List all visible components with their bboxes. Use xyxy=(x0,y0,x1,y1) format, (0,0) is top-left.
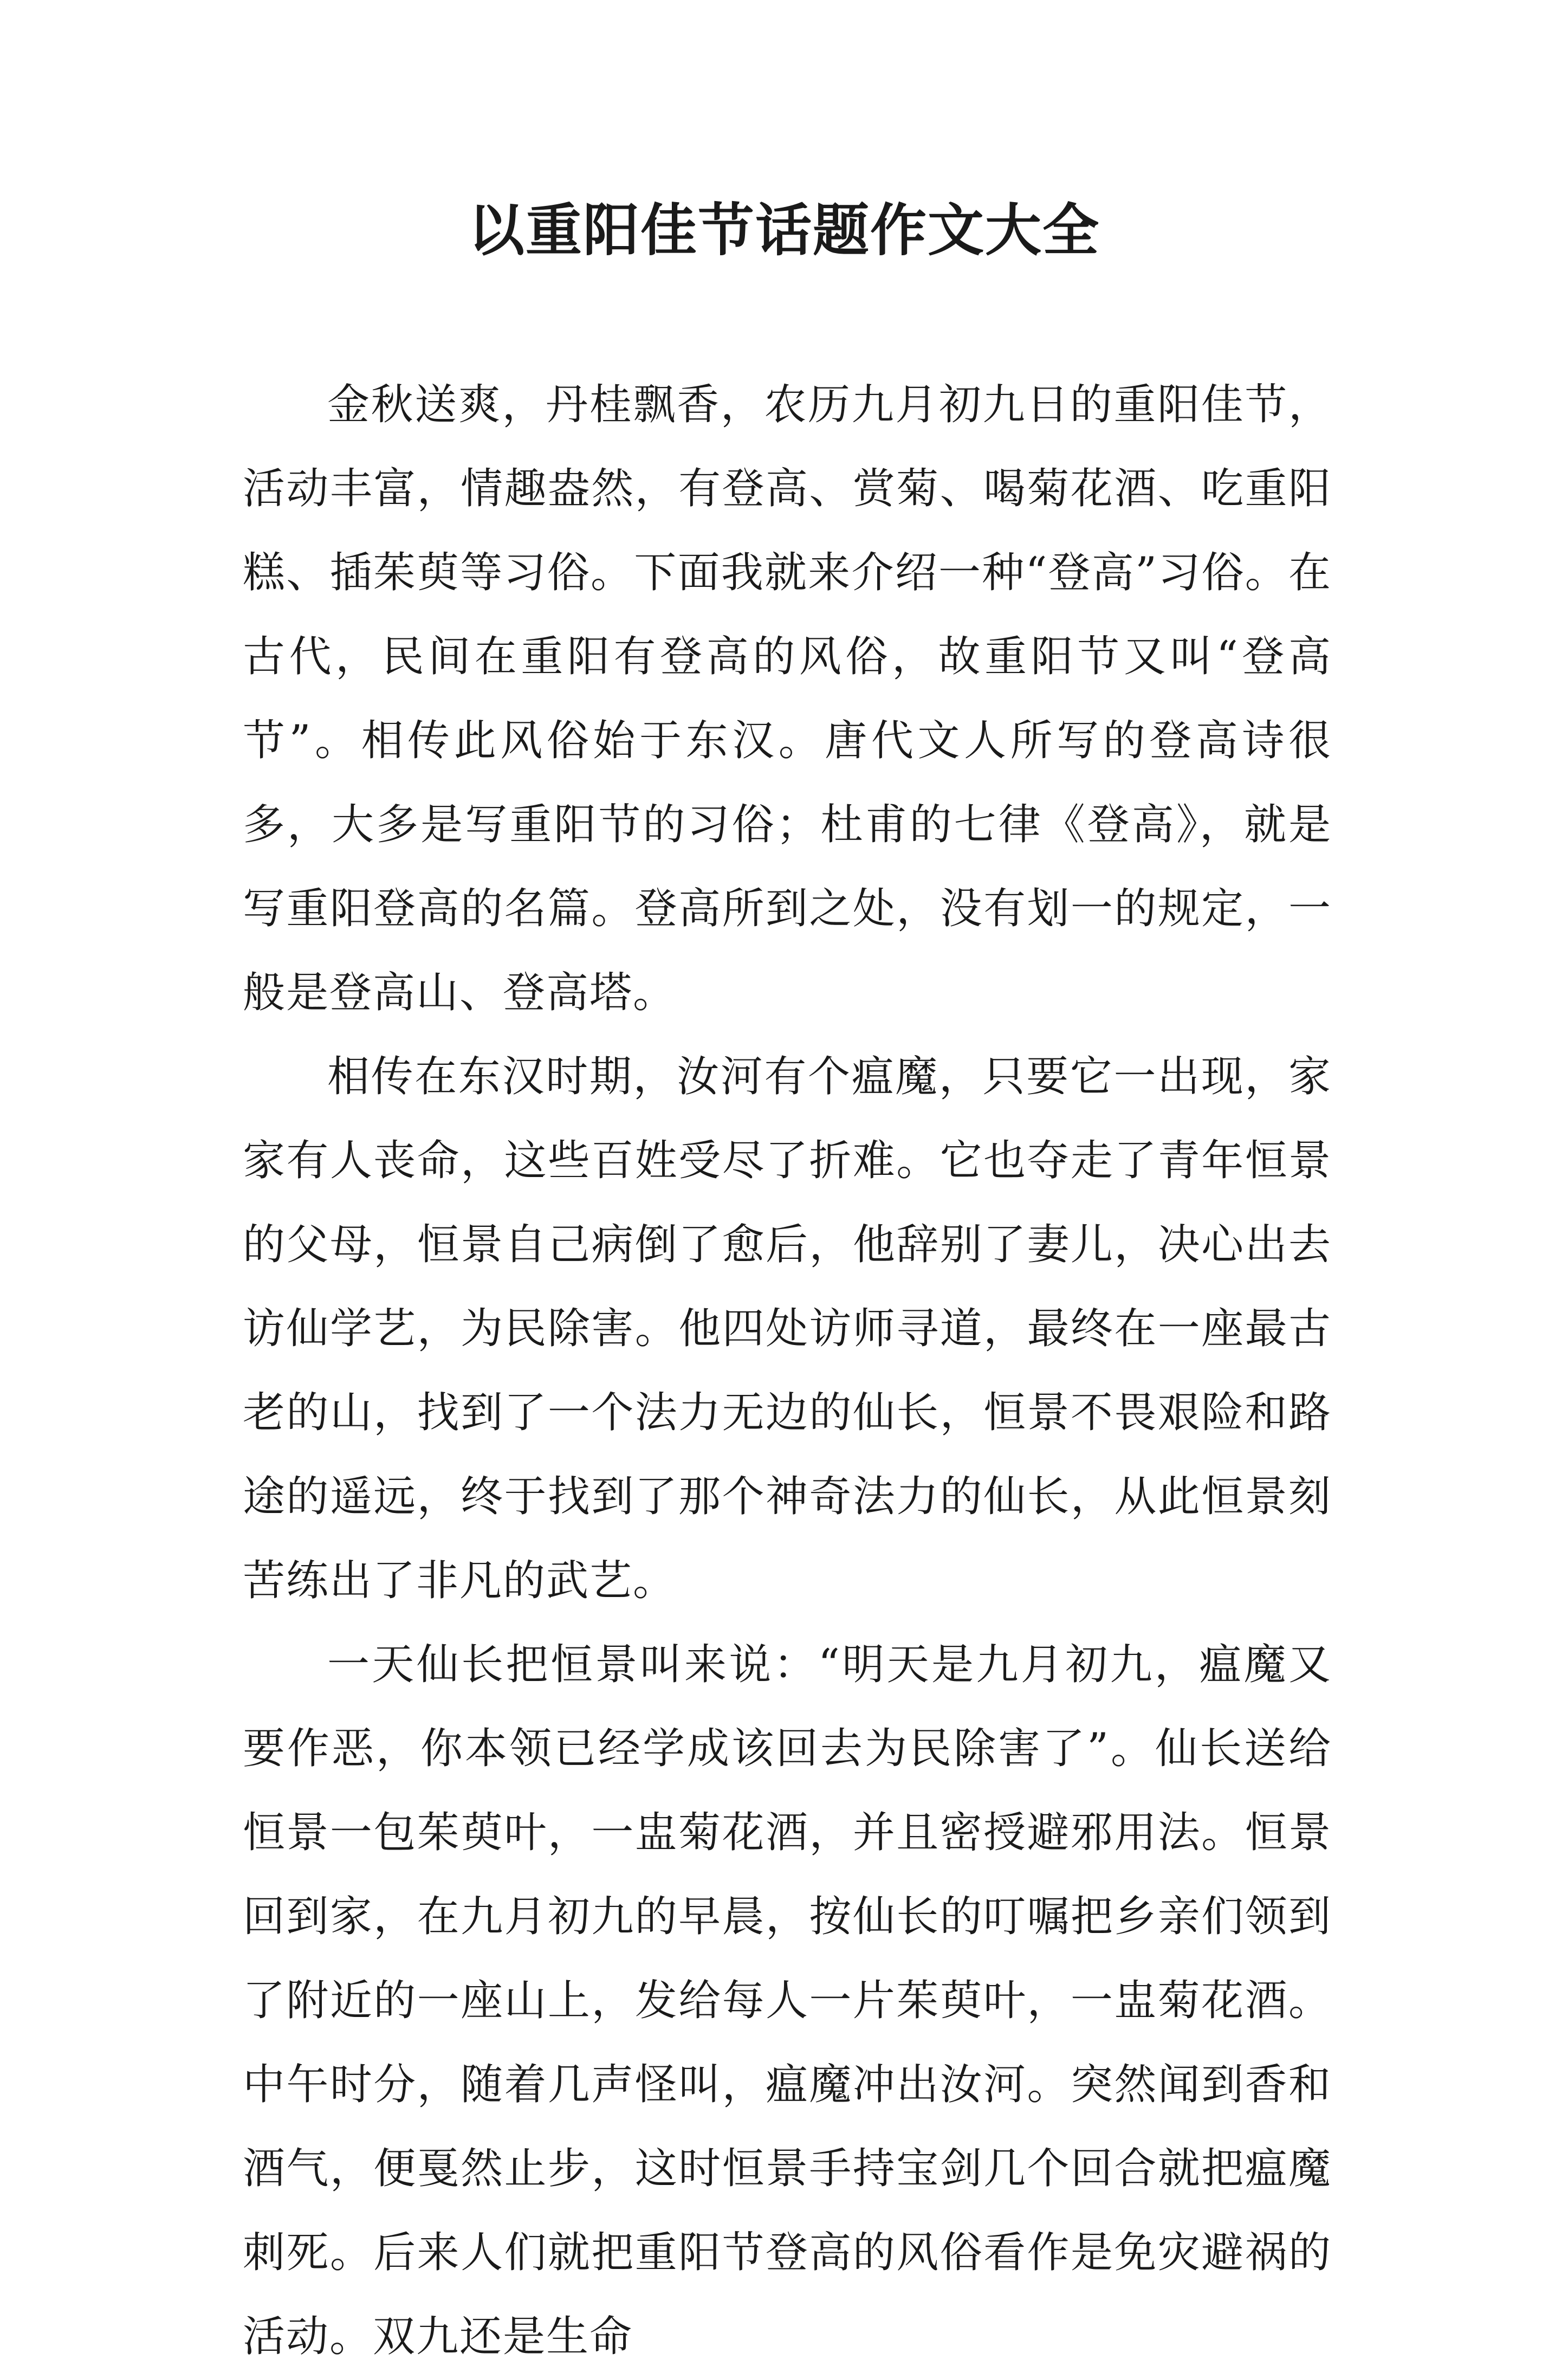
paragraph-2: 相传在东汉时期，汝河有个瘟魔，只要它一出现，家家有人丧命，这些百姓受尽了折难。它也夺走了青年恒景的父母，恒景自己病倒了愈后，他辞别了妻儿，决心出去访仙学艺，为民除害。他四处访师寻道，最终在一座最古老的山，找到了一个法力无边的仙长，恒景不畏艰险和路途的遥远，终于找到了那个神奇法力的仙长，从此恒景刻苦练出了非凡的武艺。 xyxy=(243,1052,1332,1605)
document-body xyxy=(243,363,1332,2379)
document-title: 以重阳佳节话题作文大全 xyxy=(468,197,1100,263)
paragraph-3: 一天仙长把恒景叫来说：“明天是九月初九，瘟魔又要作恶，你本领已经学成该回去为民除害了”。仙长送给恒景一包茱萸叶，一盅菊花酒，并且密授避邪用法。恒景回到家，在九月初九的早晨，按仙长的叮嘱把乡亲们领到了附近的一座山上，发给每人一片茱萸叶，一盅菊花酒。中午时分，随着几声怪叫，瘟魔冲出汝河。突然闻到香和酒气，便戛然止步，这时恒景手持宝剑几个回合就把瘟魔刺死。后来人们就把重阳节登高的风俗看作是免灾避祸的活动。双九还是生命 xyxy=(243,1640,1332,2361)
paragraph-1: 金秋送爽，丹桂飘香，农历九月初九日的重阳佳节，活动丰富，情趣盎然，有登高、赏菊、喝菊花酒、吃重阳糕、插茱萸等习俗。下面我就来介绍一种“登高”习俗。在古代，民间在重阳有登高的风俗，故重阳节又叫“登高节”。相传此风俗始于东汉。唐代文人所写的登高诗很多，大多是写重阳节的习俗；杜甫的七律《登高》，就是写重阳登高的名篇。登高所到之处，没有划一的规定，一般是登高山、登高塔。 xyxy=(243,380,1332,1017)
